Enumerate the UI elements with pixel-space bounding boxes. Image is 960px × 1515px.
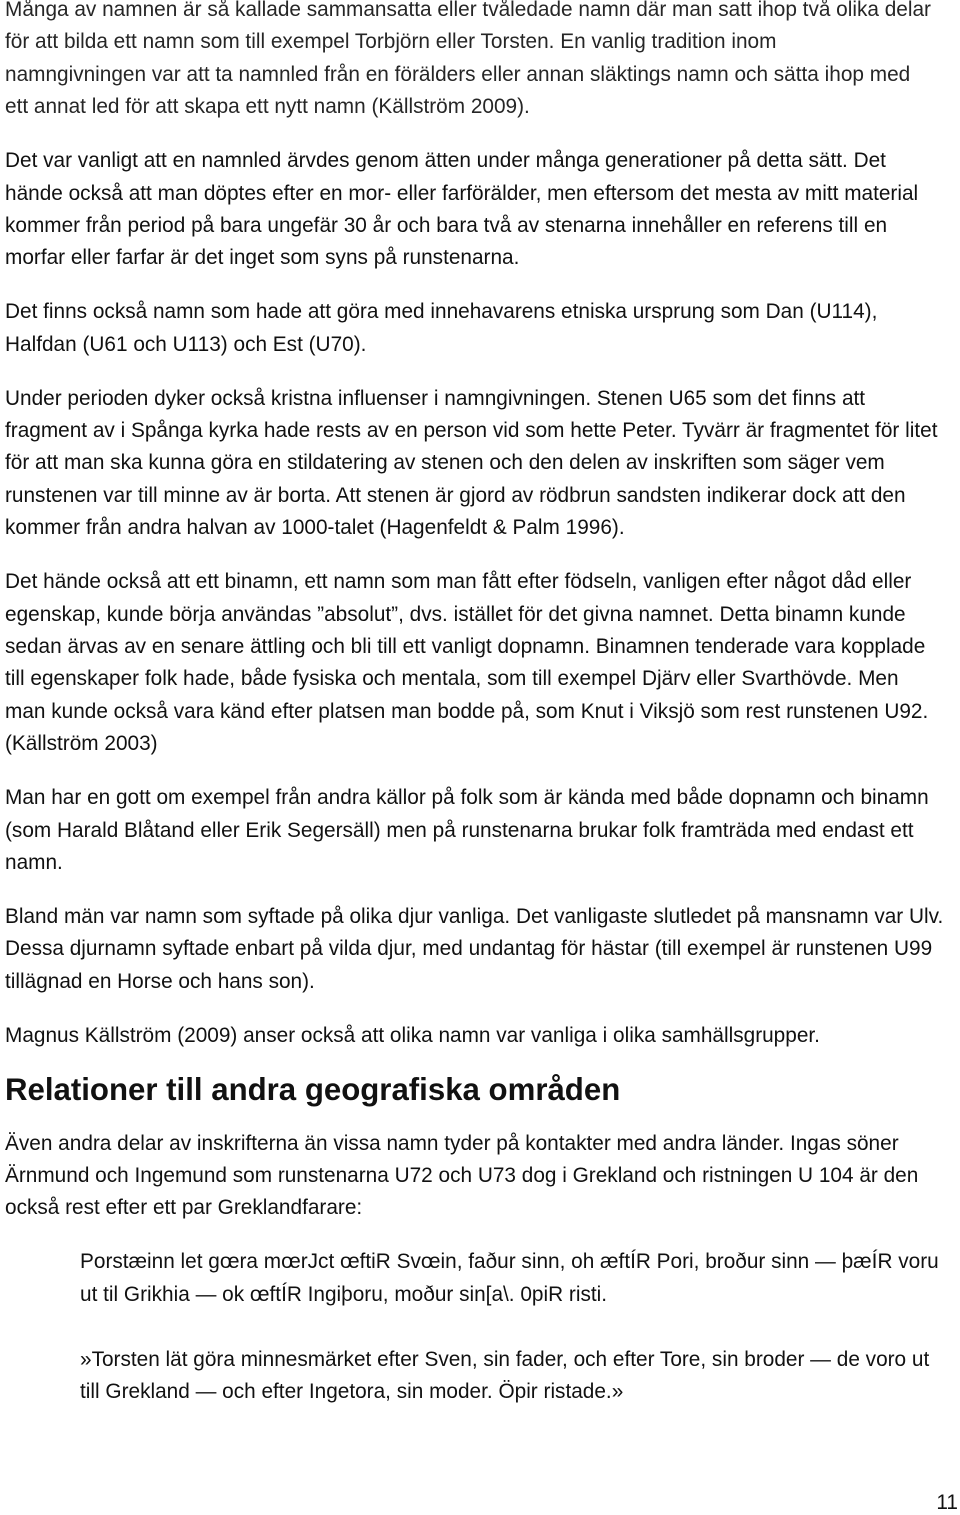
paragraph-ethnic-names bbox=[5, 296, 958, 361]
text-line: Ärnmund och Ingemund som runstenarna U72 och U73 dog i Grekland och ristningen U 104 är den bbox=[5, 1164, 919, 1188]
text-line: för att bilda ett namn som till exempel Torbjörn eller Torsten. En vanlig tradition inom bbox=[5, 30, 777, 54]
text-line: hände också att man döptes efter en mor- eller farförälder, men eftersom det mesta av mitt material bbox=[5, 181, 919, 205]
paragraph-animal-names bbox=[5, 901, 958, 998]
text-line: (som Harald Blåtand eller Erik Segersäll) men på runstenarna brukar folk framträda med endast ett bbox=[5, 818, 914, 842]
paragraph-compound-names bbox=[5, 0, 958, 124]
text-line: ut til Grikhia — ok œftÍR Ingiþoru, moður sin[a\. 0piR risti. bbox=[80, 1282, 608, 1306]
text-line: fragment av i Spånga kyrka hade rests av en person vid som hette Peter. Tyvärr är fragmentet för litet bbox=[5, 419, 938, 443]
text-line: man kunde också vara känd efter platsen man bodde på, som Knut i Viksjö som rest runstenen U92. bbox=[5, 699, 929, 723]
text-line: sedan ärvas av en senare ättling och bli till ett vanligt dopnamn. Binamnen tenderade vara kopplade bbox=[5, 635, 926, 659]
text-line: runstenen var till minne av är borta. Att stenen är gjord av rödbrun sandsten indikerar dock att den bbox=[5, 483, 906, 507]
document-body bbox=[5, 0, 958, 1430]
text-line: Det var vanligt att en namnled ärvdes genom ätten under många generationer på detta sätt. Det bbox=[5, 149, 886, 173]
text-line: Magnus Källström (2009) anser också att olika namn var vanliga i olika samhällsgrupper. bbox=[5, 1023, 820, 1047]
text-line: Halfdan (U61 och U113) och Est (U70). bbox=[5, 332, 367, 356]
text-line: också rest efter ett par Greklandfarare: bbox=[5, 1196, 363, 1220]
text-line: till Grekland — och efter Ingetora, sin moder. Öpir ristade.» bbox=[80, 1380, 624, 1404]
text-line: Det hände också att ett binamn, ett namn som man fått efter födseln, vanligen efter något dåd eller bbox=[5, 570, 912, 594]
text-line: »Torsten lät göra minnesmärket efter Sven, sin fader, och efter Tore, sin broder — de voro ut bbox=[80, 1347, 930, 1371]
text-line: Många av namnen är så kallade sammansatta eller tvåledade namn där man satt ihop två olika delar bbox=[5, 0, 931, 21]
text-line: kommer från period på bara ungefär 30 år och bara två av stenarna innehåller en referens till en bbox=[5, 213, 888, 237]
section-heading: Relationer till andra geografiska områden bbox=[5, 1071, 621, 1107]
text-line: tillägnad en Horse och hans son). bbox=[5, 969, 315, 993]
paragraph-christian-influences bbox=[5, 383, 958, 545]
block-quote-translation bbox=[80, 1344, 958, 1409]
paragraph-inherited-name-parts bbox=[5, 145, 958, 275]
text-line: Bland män var namn som syftade på olika djur vanliga. Det vanligaste slutledet på mansnamn var Ulv. bbox=[5, 904, 944, 928]
text-line: Porstæinn let gœra mœrJct œftiR Svœin, faður sinn, oh æftÍR Pori, broður sinn — þæÍR voru bbox=[80, 1250, 939, 1274]
block-quote-runic-transcription bbox=[80, 1246, 958, 1311]
page-number: 11 bbox=[936, 1491, 958, 1514]
text-line: Det finns också namn som hade att göra med innehavarens etniska ursprung som Dan (U114), bbox=[5, 300, 878, 324]
text-line: namn. bbox=[5, 850, 63, 874]
text-line: morfar eller farfar är det inget som syns på runstenarna. bbox=[5, 246, 520, 270]
text-line: egenskap, kunde börja användas ”absolut”, dvs. istället för det givna namnet. Detta binamn kunde bbox=[5, 602, 906, 626]
text-line: Även andra delar av inskrifterna än vissa namn tyder på kontakter med andra länder. Ingas söner bbox=[5, 1131, 899, 1155]
text-line: för att man ska kunna göra en stildatering av stenen och den delen av inskriften som säger vem bbox=[5, 451, 885, 475]
paragraph-foreign-contacts bbox=[5, 1128, 958, 1225]
paragraph-bynames bbox=[5, 566, 958, 760]
text-line: kommer från andra halvan av 1000-talet (Hagenfeldt & Palm 1996). bbox=[5, 516, 625, 540]
text-line: ett annat led för att skapa ett nytt namn (Källström 2009). bbox=[5, 95, 530, 119]
text-line: till egenskaper folk hade, både fysiska och mentala, som till exempel Djärv eller Svarthövde. Men bbox=[5, 667, 899, 691]
paragraph-social-groups bbox=[5, 1020, 958, 1052]
paragraph-other-sources bbox=[5, 782, 958, 879]
text-line: Under perioden dyker också kristna influenser i namngivningen. Stenen U65 som det finns att bbox=[5, 386, 866, 410]
text-line: Dessa djurnamn syftade enbart på vilda djur, med undantag för hästar (till exempel är runstenen U99 bbox=[5, 937, 933, 961]
text-line: Man har en gott om exempel från andra källor på folk som är kända med både dopnamn och binamn bbox=[5, 786, 929, 810]
text-line: (Källström 2003) bbox=[5, 732, 158, 756]
text-line: namngivningen var att ta namnled från en förälders eller annan släktings namn och sätta ihop med bbox=[5, 62, 911, 86]
